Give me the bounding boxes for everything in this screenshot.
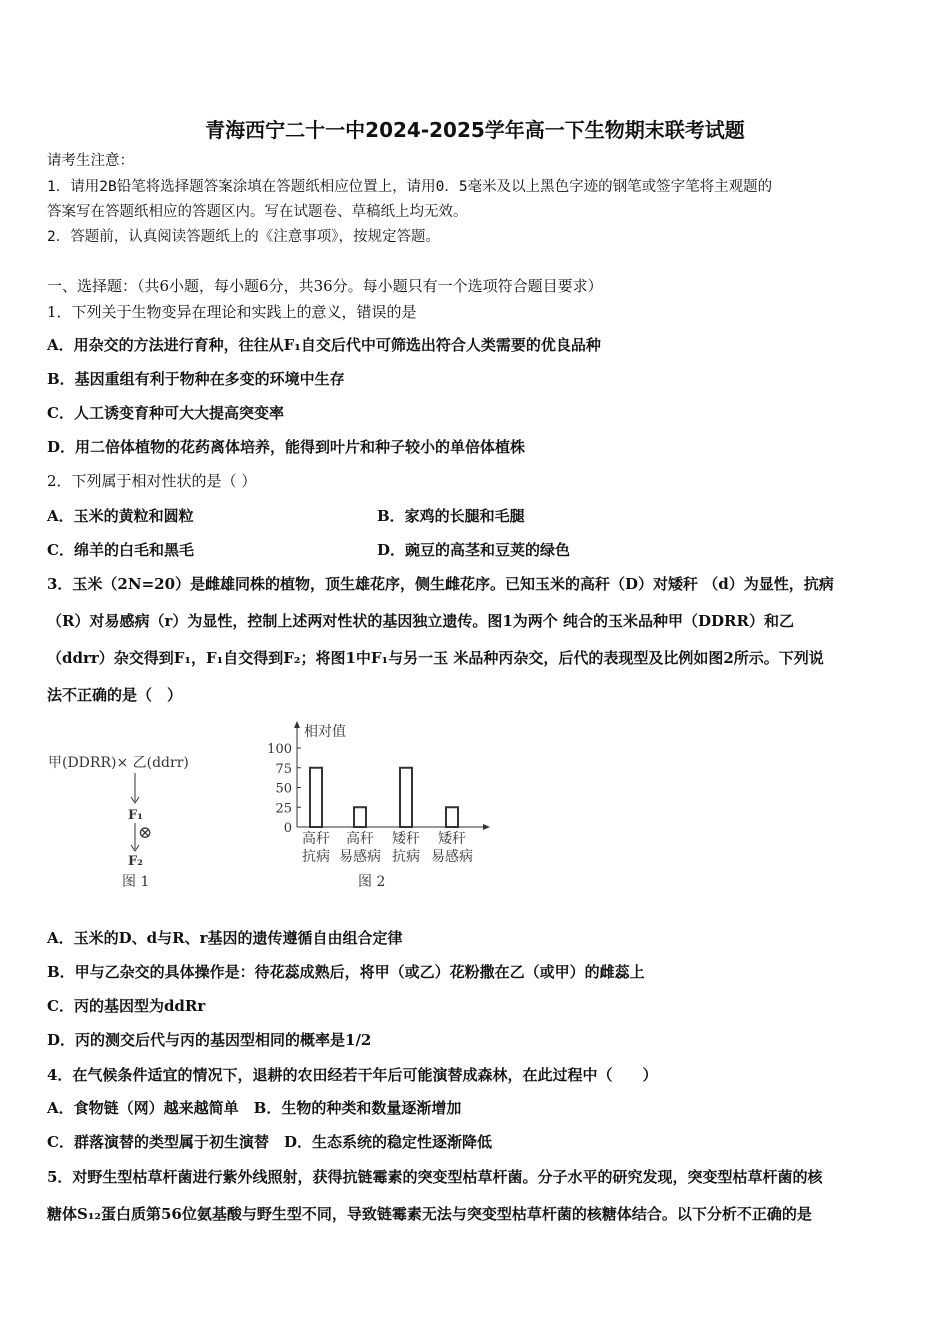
q2-option-a: A．玉米的黄粒和圆粒 [47, 507, 194, 525]
notice-item: 2．答题前，认真阅读答题纸上的《注意事项》，按规定答题。 [47, 229, 440, 245]
q3-stem: （ddrr）杂交得到F₁，F₁自交得到F₂；将图1中F₁与另一玉 米品种丙杂交，后代的表现型及比例如图2所示。下列说 [47, 649, 824, 667]
notice-item: 答案写在答题纸相应的答题区内。写在试题卷、草稿纸上均无效。 [47, 204, 468, 220]
q2-option-c: C．绵羊的白毛和黑毛 [47, 541, 194, 559]
notice-heading: 请考生注意： [47, 153, 134, 169]
q1-option-d: D．用二倍体植物的花药离体培养，能得到叶片和种子较小的单倍体植株 [47, 438, 526, 456]
q3-stem: 法不正确的是（ ） [47, 686, 183, 704]
figure-2 [267, 721, 490, 890]
y-tick-label: 50 [275, 781, 292, 797]
x-category-label: 矮秆 [438, 831, 466, 847]
section-heading: 一、选择题：（共6小题，每小题6分，共36分。每小题只有一个选项符合题目要求） [47, 277, 603, 295]
x-category-label: 高秆 [346, 831, 374, 847]
y-tick-label: 75 [275, 761, 292, 777]
page-title: 青海西宁二十一中2024-2025学年高一下生物期末联考试题 [205, 118, 745, 142]
q2-option-d: D．豌豆的高茎和豆荚的绿色 [377, 541, 571, 559]
y-tick-label: 25 [275, 801, 292, 817]
q3-option-d: D．丙的测交后代与丙的基因型相同的概率是1/2 [47, 1031, 372, 1049]
bar [310, 768, 322, 827]
y-tick-label: 0 [283, 821, 292, 836]
q3-option-a: A．玉米的D、d与R、r基因的遗传遵循自由组合定律 [47, 929, 403, 947]
q1-option-a: A．用杂交的方法进行育种，往往从F₁自交后代中可筛选出符合人类需要的优良品种 [47, 336, 601, 354]
q4-stem: 4．在气候条件适宜的情况下，退耕的农田经若干年后可能演替成森林，在此过程中（ ） [47, 1066, 658, 1084]
figure-2-caption: 图 2 [358, 874, 386, 890]
bar [400, 768, 412, 827]
q4-options-ab: A．食物链（网）越来越简单 B．生物的种类和数量逐渐增加 [47, 1099, 462, 1117]
bar [354, 807, 366, 827]
q3-figures [40, 715, 510, 895]
x-category-label: 抗病 [392, 849, 420, 865]
y-axis-label: 相对值 [304, 724, 346, 740]
q1-stem: 1．下列关于生物变异在理论和实践上的意义，错误的是 [47, 303, 417, 321]
figure-1-caption: 图 1 [122, 874, 150, 890]
q3-stem: （R）对易感病（r）为显性，控制上述两对性状的基因独立遗传。图1为两个 纯合的玉米品种甲（DDRR）和乙 [47, 612, 794, 630]
q5-stem: 糖体S₁₂蛋白质第56位氨基酸与野生型不同，导致链霉素无法与突变型枯草杆菌的核糖体结合。以下分析不正确的是 [47, 1205, 812, 1223]
cross-label: 甲(DDRR)× 乙(ddrr) [48, 755, 189, 771]
q1-option-c: C．人工诱变育种可大大提高突变率 [47, 404, 284, 422]
q2-stem: 2．下列属于相对性状的是（ ） [47, 472, 257, 490]
bar [446, 807, 458, 827]
q2-option-b: B．家鸡的长腿和毛腿 [377, 507, 525, 525]
figure-1 [48, 755, 189, 890]
x-category-label: 易感病 [431, 849, 473, 865]
x-category-label: 高秆 [302, 831, 330, 847]
q1-option-b: B．基因重组有利于物种在多变的环境中生存 [47, 370, 345, 388]
f1-label: F₁ [128, 808, 143, 823]
y-tick-label: 100 [267, 742, 292, 757]
self-cross-icon: ⊗ [138, 823, 153, 843]
q3-stem: 3．玉米（2N=20）是雌雄同株的植物，顶生雄花序，侧生雌花序。已知玉米的高秆（D）对矮秆 （d）为显性，抗病 [47, 575, 834, 593]
notice-item: 1．请用2B铅笔将选择题答案涂填在答题纸相应位置上，请用0．5毫米及以上黑色字迹的钢笔或签字笔将主观题的 [47, 179, 773, 195]
x-category-label: 抗病 [302, 849, 330, 865]
x-category-label: 易感病 [339, 849, 381, 865]
q3-option-c: C．丙的基因型为ddRr [47, 997, 206, 1015]
q4-options-cd: C．群落演替的类型属于初生演替 D．生态系统的稳定性逐渐降低 [47, 1133, 492, 1151]
x-category-label: 矮秆 [392, 831, 420, 847]
f2-label: F₂ [128, 854, 143, 869]
q3-option-b: B．甲与乙杂交的具体操作是：待花蕊成熟后，将甲（或乙）花粉撒在乙（或甲）的雌蕊上 [47, 963, 645, 981]
q5-stem: 5．对野生型枯草杆菌进行紫外线照射，获得抗链霉素的突变型枯草杆菌。分子水平的研究发现，突变型枯草杆菌的核 [47, 1168, 823, 1186]
